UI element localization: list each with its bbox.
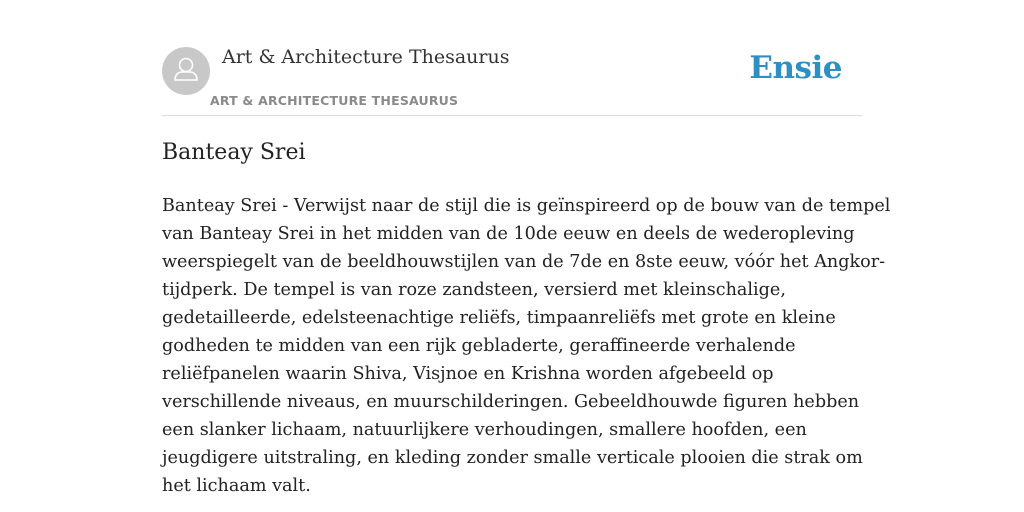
brand-logo[interactable]: Ensie <box>749 50 842 86</box>
definition-line: gedetailleerde, edelsteenachtige reliëfs, timpaanreliëfs met grote en kleine <box>162 308 836 328</box>
definition-line: jeugdigere uitstraling, en kleding zonder smalle verticale plooien die strak om <box>162 448 863 468</box>
page-header <box>162 40 862 116</box>
definition-line: reliëfpanelen waarin Shiva, Visjnoe en Krishna worden afgebeeld op <box>162 364 774 384</box>
definition-line: tijdperk. De tempel is van roze zandsteen, versierd met kleinschalige, <box>162 280 786 300</box>
definition-line: van Banteay Srei in het midden van de 10de eeuw en deels de wederopleving <box>162 224 855 244</box>
definition-line: godheden te midden van een rijk gebladerte, geraffineerde verhalende <box>162 336 796 356</box>
user-silhouette-icon[interactable] <box>162 47 210 95</box>
definition-line: weerspiegelt van de beeldhouwstijlen van de 7de en 8ste eeuw, vóór het Angkor- <box>162 252 886 272</box>
definition-line: het lichaam valt. <box>162 476 311 496</box>
definition-line: verschillende niveaus, en muurschilderingen. Gebeeldhouwde figuren hebben <box>162 392 860 412</box>
source-title-link[interactable]: Art & Architecture Thesaurus <box>222 46 510 68</box>
definition-line: een slanker lichaam, natuurlijkere verhoudingen, smallere hoofden, een <box>162 420 807 440</box>
source-subtitle: ART & ARCHITECTURE THESAURUS <box>210 93 459 108</box>
term-title: Banteay Srei <box>162 140 306 165</box>
definition-text <box>162 192 891 500</box>
definition-line: Banteay Srei - Verwijst naar de stijl die is geïnspireerd op de bouw van de tempel <box>162 196 891 216</box>
